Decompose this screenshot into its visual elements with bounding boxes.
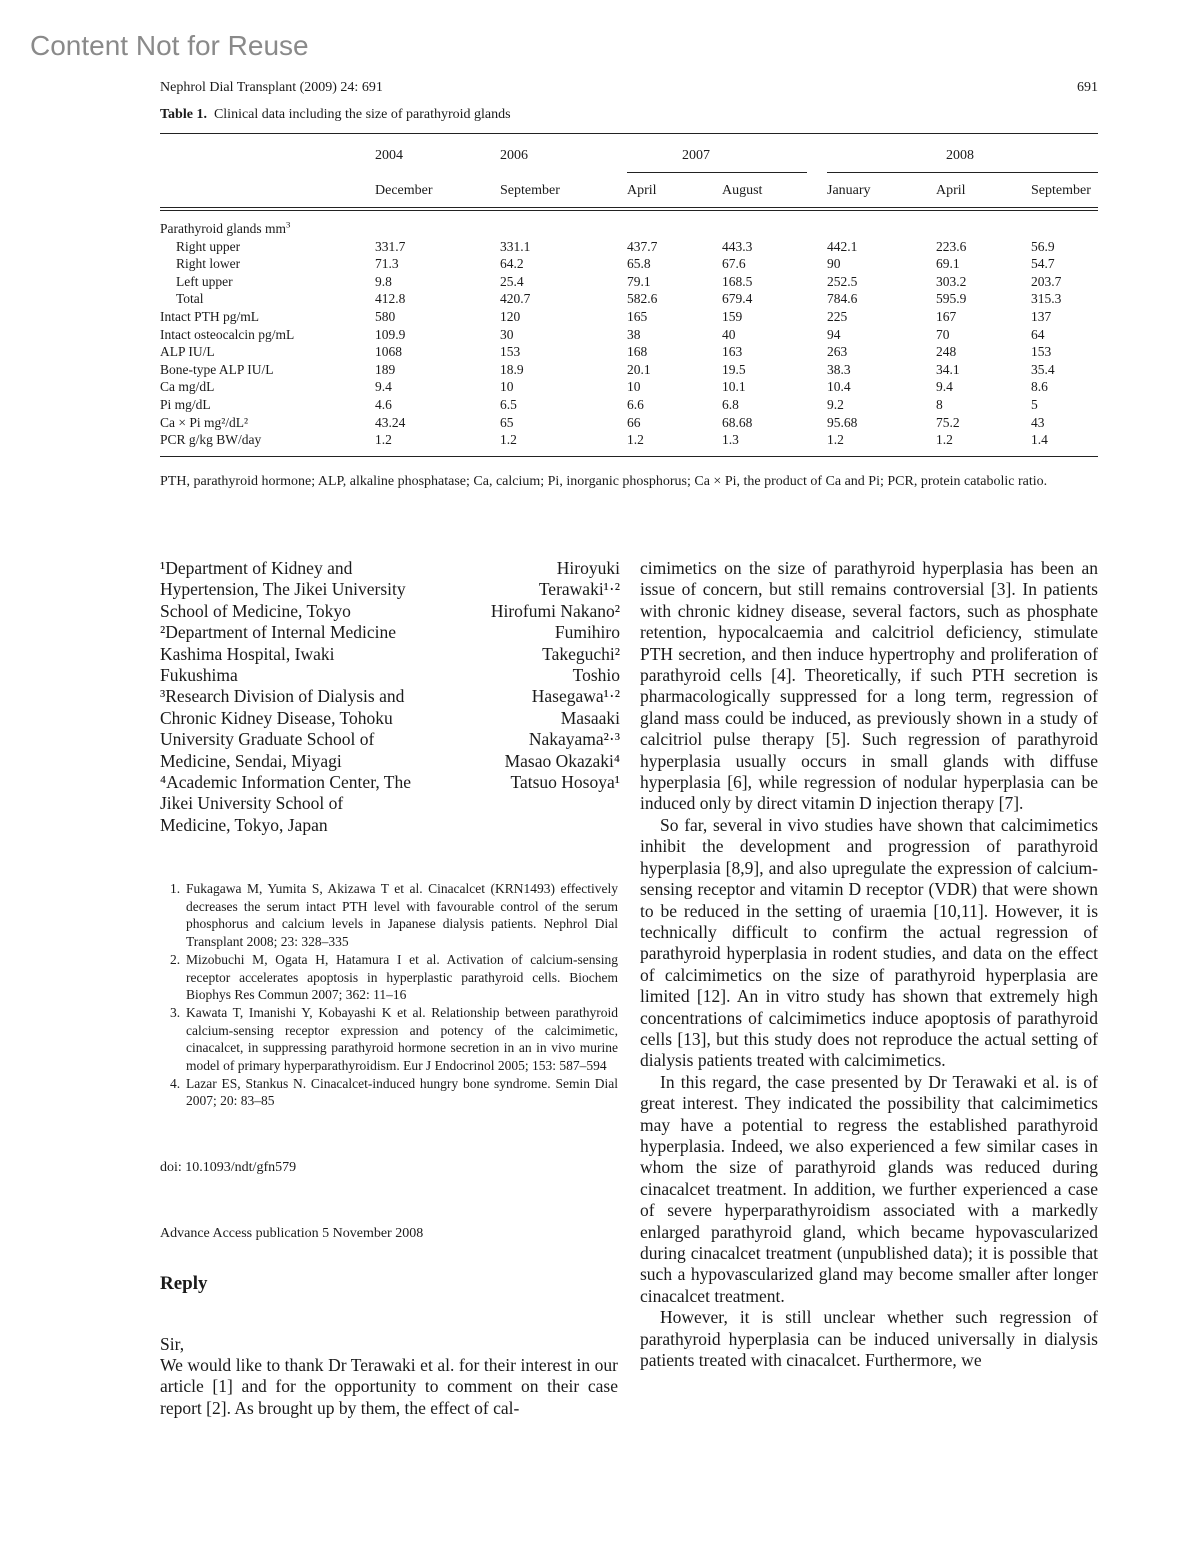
table-cell: 18.9 xyxy=(500,361,524,377)
table-cell: 67.6 xyxy=(722,256,746,272)
table-cell: 252.5 xyxy=(827,273,858,289)
table-cell: 203.7 xyxy=(1031,273,1062,289)
table-cell: 109.9 xyxy=(375,326,406,342)
reference-number: 1. xyxy=(170,881,181,896)
table-cell: 71.3 xyxy=(375,256,399,272)
table-cell: 412.8 xyxy=(375,291,406,307)
table-cell: 1.2 xyxy=(936,432,953,448)
table-cell: 4.6 xyxy=(375,396,392,412)
table-cell: 153 xyxy=(500,344,521,360)
table-row xyxy=(160,309,1098,327)
table-cell: 8 xyxy=(936,396,943,412)
table-header-rule xyxy=(160,207,1098,208)
author-line: Hasegawa¹·² xyxy=(531,686,620,707)
table-cell: 331.7 xyxy=(375,238,406,254)
table-cell: 163 xyxy=(722,344,743,360)
table-cell: 8.6 xyxy=(1031,379,1048,395)
table-bottom-rule xyxy=(160,456,1098,457)
table-cell: 64 xyxy=(1031,326,1045,342)
author-line: Fumihiro xyxy=(554,622,620,643)
running-header xyxy=(160,80,1098,96)
author-line: Hirofumi Nakano² xyxy=(490,600,620,621)
author-line: Tatsuo Hosoya¹ xyxy=(510,772,620,793)
author-line: Masaaki xyxy=(560,707,620,728)
table-row xyxy=(160,344,1098,362)
table-cell: 40 xyxy=(722,326,736,342)
table-cell: 1.2 xyxy=(500,432,517,448)
table-cell: 54.7 xyxy=(1031,256,1055,272)
month-header: August xyxy=(722,183,763,198)
affiliation-line: School of Medicine, Tokyo xyxy=(160,600,351,621)
affiliation-line: Medicine, Tokyo, Japan xyxy=(160,814,328,835)
row-label: Right lower xyxy=(176,256,241,272)
table-cell: 137 xyxy=(1031,308,1052,324)
month-header: January xyxy=(827,183,871,198)
reference-text: Mizobuchi M, Ogata H, Hatamura I et al. Activation of calcium-sensing receptor accelerates apoptosis in hyperplastic parathyroid cells. Biochem Biophys Res Commun 2007; 362: 11–16 xyxy=(186,951,618,1003)
reply-heading: Reply xyxy=(160,1273,208,1294)
table-cell: 225 xyxy=(827,308,848,324)
table-cell: 315.3 xyxy=(1031,291,1062,307)
affiliation-line: ⁴Academic Information Center, The xyxy=(160,772,411,793)
reference-number: 4. xyxy=(170,1075,181,1091)
table-cell: 1.2 xyxy=(375,432,392,448)
table-cell: 9.8 xyxy=(375,273,392,289)
table-cell: 10 xyxy=(500,379,514,395)
table-cell: 79.1 xyxy=(627,273,651,289)
author-line: Masao Okazaki⁴ xyxy=(504,750,620,771)
table-cell: 30 xyxy=(500,326,514,342)
table-cell: 6.8 xyxy=(722,396,739,412)
reference-text: Kawata T, Imanishi Y, Kobayashi K et al. Relationship between parathyroid calcium-sensing receptor expression and potency of the calcimimetic, cinacalcet, in suppressing parathyroid hormone secretion in an in vivo murine model of primary hyperparathyroidism. Eur J Endocrinol 2005; 153: 587–594 xyxy=(186,1004,618,1074)
reference-item xyxy=(160,880,618,951)
author-line: Terawaki¹·² xyxy=(538,579,620,600)
table-cell: 168 xyxy=(627,344,648,360)
table-row xyxy=(160,432,1098,450)
table-section-row xyxy=(160,221,1098,239)
table-cell: 34.1 xyxy=(936,361,960,377)
table-cell: 43 xyxy=(1031,414,1045,430)
salutation: Sir, xyxy=(160,1334,185,1354)
row-label: Total xyxy=(176,291,204,307)
table-cell: 679.4 xyxy=(722,291,753,307)
table-cell: 65 xyxy=(500,414,514,430)
table-body xyxy=(160,221,1098,450)
reference-text: Lazar ES, Stankus N. Cinacalcet-induced hungry bone syndrome. Semin Dial 2007; 20: 83–85 xyxy=(186,1075,618,1109)
row-label: Left upper xyxy=(176,273,233,289)
table-cell: 153 xyxy=(1031,344,1052,360)
table-cell: 5 xyxy=(1031,396,1038,412)
affiliation-line: Kashima Hospital, Iwaki xyxy=(160,643,335,664)
table-cell: 303.2 xyxy=(936,273,967,289)
table-cell: 64.2 xyxy=(500,256,524,272)
table-cell: 443.3 xyxy=(722,238,753,254)
table-row xyxy=(160,379,1098,397)
row-label: Intact PTH pg/mL xyxy=(160,308,259,324)
month-header: April xyxy=(627,183,657,198)
affiliation-line: Medicine, Sendai, Miyagi xyxy=(160,750,342,771)
author-line: Hiroyuki xyxy=(556,558,620,578)
table-cell: 10.4 xyxy=(827,379,851,395)
affiliation-line: ³Research Division of Dialysis and xyxy=(160,686,405,707)
table-cell: 167 xyxy=(936,308,957,324)
table-cell: 9.2 xyxy=(827,396,844,412)
section-label-sup: 3 xyxy=(285,219,291,230)
table-cell: 90 xyxy=(827,256,841,272)
row-label: PCR g/kg BW/day xyxy=(160,432,262,448)
table-cell: 20.1 xyxy=(627,361,651,377)
table-cell: 43.24 xyxy=(375,414,406,430)
table-header-rule xyxy=(160,210,1098,211)
table-cell: 248 xyxy=(936,344,957,360)
table-cell: 263 xyxy=(827,344,848,360)
reference-text: Fukagawa M, Yumita S, Akizawa T et al. Cinacalcet (KRN1493) effectively decreases the serum intact PTH level with favourable control of the serum phosphorus and calcium levels in Japanese dialysis patients. Nephrol Dial Transplant 2008; 23: 328–335 xyxy=(186,881,618,950)
row-label: Ca × Pi mg²/dL² xyxy=(160,414,249,430)
author-line: Nakayama²·³ xyxy=(528,729,620,750)
row-label: Pi mg/dL xyxy=(160,396,211,412)
table-cell: 331.1 xyxy=(500,238,531,254)
month-header: September xyxy=(1031,183,1091,198)
table-row xyxy=(160,274,1098,292)
row-label: ALP IU/L xyxy=(160,344,215,360)
affiliation-line: ²Department of Internal Medicine xyxy=(160,622,397,643)
table-row xyxy=(160,327,1098,345)
table-cell: 95.68 xyxy=(827,414,858,430)
table-cell: 10.1 xyxy=(722,379,746,395)
year-header: 2004 xyxy=(375,148,403,163)
table-cell: 19.5 xyxy=(722,361,746,377)
table-cell: 65.8 xyxy=(627,256,651,272)
table-cell: 420.7 xyxy=(500,291,531,307)
table-cell: 75.2 xyxy=(936,414,960,430)
table-cell: 595.9 xyxy=(936,291,967,307)
affiliation-list xyxy=(160,558,460,836)
section-label-text: Parathyroid glands mm xyxy=(160,221,286,236)
table-top-rule xyxy=(160,133,1098,134)
year-header: 2007 xyxy=(682,148,710,163)
table-cell: 168.5 xyxy=(722,273,753,289)
page-number: 691 xyxy=(1077,80,1098,95)
row-label: Intact osteocalcin pg/mL xyxy=(160,326,295,342)
affiliation-line: Chronic Kidney Disease, Tohoku xyxy=(160,707,393,728)
table-row xyxy=(160,397,1098,415)
affiliation-line: Fukushima xyxy=(160,665,238,686)
reference-list xyxy=(160,880,618,1110)
row-label: Ca mg/dL xyxy=(160,379,215,395)
journal-citation: Nephrol Dial Transplant (2009) 24: 691 xyxy=(160,80,383,95)
body-paragraph: cimimetics on the size of parathyroid hyperplasia has been an issue of concern, but still remains controversial [3]. In patients with chronic kidney disease, several factors, such as phosphate retention, hypocalcaemia and calcitriol deficiency, stimulate PTH secretion, and then induce hypertrophy and proliferation of parathyroid cells [4]. Theoretically, if such PTH secretion is pharmacologically suppressed for a long term, regression of gland mass could be induced, as previously shown in a study of calcitriol pulse therapy [5]. Such regression of parathyroid hyperplasia usually occurs in small glands with diffuse hyperplasia [6], while regression of nodular hyperplasia can be induced only by direct vitamin D injection therapy [7]. xyxy=(640,558,1098,814)
table-cell: 56.9 xyxy=(1031,238,1055,254)
table-cell: 38 xyxy=(627,326,641,342)
left-body-text: We would like to thank Dr Terawaki et al. for their interest in our article [1] and for the opportunity to comment on their case report [2]. As brought up by them, the effect of cal- xyxy=(160,1355,618,1418)
table-caption-text: Clinical data including the size of parathyroid glands xyxy=(213,107,511,122)
table-row xyxy=(160,415,1098,433)
table-cell: 9.4 xyxy=(936,379,953,395)
reference-item xyxy=(160,1004,618,1075)
table-cell: 25.4 xyxy=(500,273,524,289)
right-column-text xyxy=(640,558,1098,1371)
table-caption xyxy=(160,107,511,123)
affiliation-line: University Graduate School of xyxy=(160,729,375,750)
body-paragraph: In this regard, the case presented by Dr Terawaki et al. is of great interest. They indicated the possibility that calcimimetics may have a potential to regress the established parathyroid hyperplasia. Indeed, we also experienced a few similar cases in whom the size of parathyroid glands was reduced during cinacalcet treatment. In addition, we further experienced a case of severe hyperparathyroidism associated with a markedly enlarged parathyroid gland, which became hypovascularized during cinacalcet treatment (unpublished data); it is possible that such a hypovascularized gland may become smaller after longer cinacalcet treatment. xyxy=(640,1071,1098,1306)
table-cell: 223.6 xyxy=(936,238,967,254)
table-cell: 10 xyxy=(627,379,641,395)
table-cell: 1.2 xyxy=(627,432,644,448)
table-caption-label: Table 1. xyxy=(160,107,207,122)
year-header: 2008 xyxy=(946,148,974,163)
body-paragraph: However, it is still unclear whether such regression of parathyroid hyperplasia can be induced universally in dialysis patients treated with cinacalcet. Furthermore, we xyxy=(640,1307,1098,1371)
table-section-label xyxy=(160,221,290,237)
table-row xyxy=(160,362,1098,380)
table-cell: 38.3 xyxy=(827,361,851,377)
table-cell: 1068 xyxy=(375,344,402,360)
table-cell: 68.68 xyxy=(722,414,753,430)
month-header: December xyxy=(375,183,433,198)
table-cell: 69.1 xyxy=(936,256,960,272)
table-row xyxy=(160,239,1098,257)
table-cell: 6.6 xyxy=(627,396,644,412)
affiliation-line: Jikei University School of xyxy=(160,793,344,814)
table-cell: 437.7 xyxy=(627,238,658,254)
table-cell: 580 xyxy=(375,308,396,324)
row-label: Right upper xyxy=(176,238,241,254)
table-cell: 70 xyxy=(936,326,950,342)
year-span-rule xyxy=(627,172,807,173)
table-cell: 120 xyxy=(500,308,521,324)
doi: doi: 10.1093/ndt/gfn579 xyxy=(160,1160,297,1175)
author-line: Toshio xyxy=(572,665,620,686)
body-paragraph: So far, several in vivo studies have shown that calcimimetics inhibit the development and progression of parathyroid hyperplasia [8,9], and also upregulate the expression of calcium-sensing receptor and vitamin D receptor (VDR) that were shown to be reduced in the setting of uraemia [10,11]. However, it is technically difficult to confirm the actual regression of parathyroid hyperplasia in rodent studies, and data on the effect of calcimimetics on the size of parathyroid hyperplasia are limited [12]. An in vitro study has shown that extremely high concentrations of calcimimetics induce apoptosis of parathyroid cells [13], but this study does not reproduce the actual setting of dialysis patients treated with calcimimetics. xyxy=(640,814,1098,1071)
table-cell: 442.1 xyxy=(827,238,858,254)
reference-number: 2. xyxy=(170,951,181,967)
table-cell: 35.4 xyxy=(1031,361,1055,377)
table-cell: 66 xyxy=(627,414,641,430)
table-cell: 94 xyxy=(827,326,841,342)
author-line: Takeguchi² xyxy=(542,643,620,664)
table-cell: 189 xyxy=(375,361,396,377)
row-label: Bone-type ALP IU/L xyxy=(160,361,274,377)
table-cell: 784.6 xyxy=(827,291,858,307)
reference-item xyxy=(160,951,618,1004)
month-header: April xyxy=(936,183,966,198)
table-footnote: PTH, parathyroid hormone; ALP, alkaline phosphatase; Ca, calcium; Pi, inorganic phosphorus; Ca × Pi, the product of Ca and Pi; PCR, protein catabolic ratio. xyxy=(160,474,1048,489)
table-cell: 582.6 xyxy=(627,291,658,307)
table-row xyxy=(160,256,1098,274)
table-cell: 159 xyxy=(722,308,743,324)
affiliation-line: Hypertension, The Jikei University xyxy=(160,579,406,600)
table-cell: 6.5 xyxy=(500,396,517,412)
year-span-rule xyxy=(827,172,1098,173)
table-cell: 165 xyxy=(627,308,648,324)
advance-access: Advance Access publication 5 November 2008 xyxy=(160,1226,424,1241)
table-cell: 9.4 xyxy=(375,379,392,395)
reference-item xyxy=(160,1075,618,1110)
watermark: Content Not for Reuse xyxy=(30,30,309,61)
author-list xyxy=(450,558,620,793)
reference-number: 3. xyxy=(170,1004,181,1020)
month-header: September xyxy=(500,183,560,198)
affiliation-line: ¹Department of Kidney and xyxy=(160,558,353,578)
table-cell: 1.3 xyxy=(722,432,739,448)
year-header: 2006 xyxy=(500,148,528,163)
table-row xyxy=(160,291,1098,309)
table-cell: 1.2 xyxy=(827,432,844,448)
table-cell: 1.4 xyxy=(1031,432,1048,448)
